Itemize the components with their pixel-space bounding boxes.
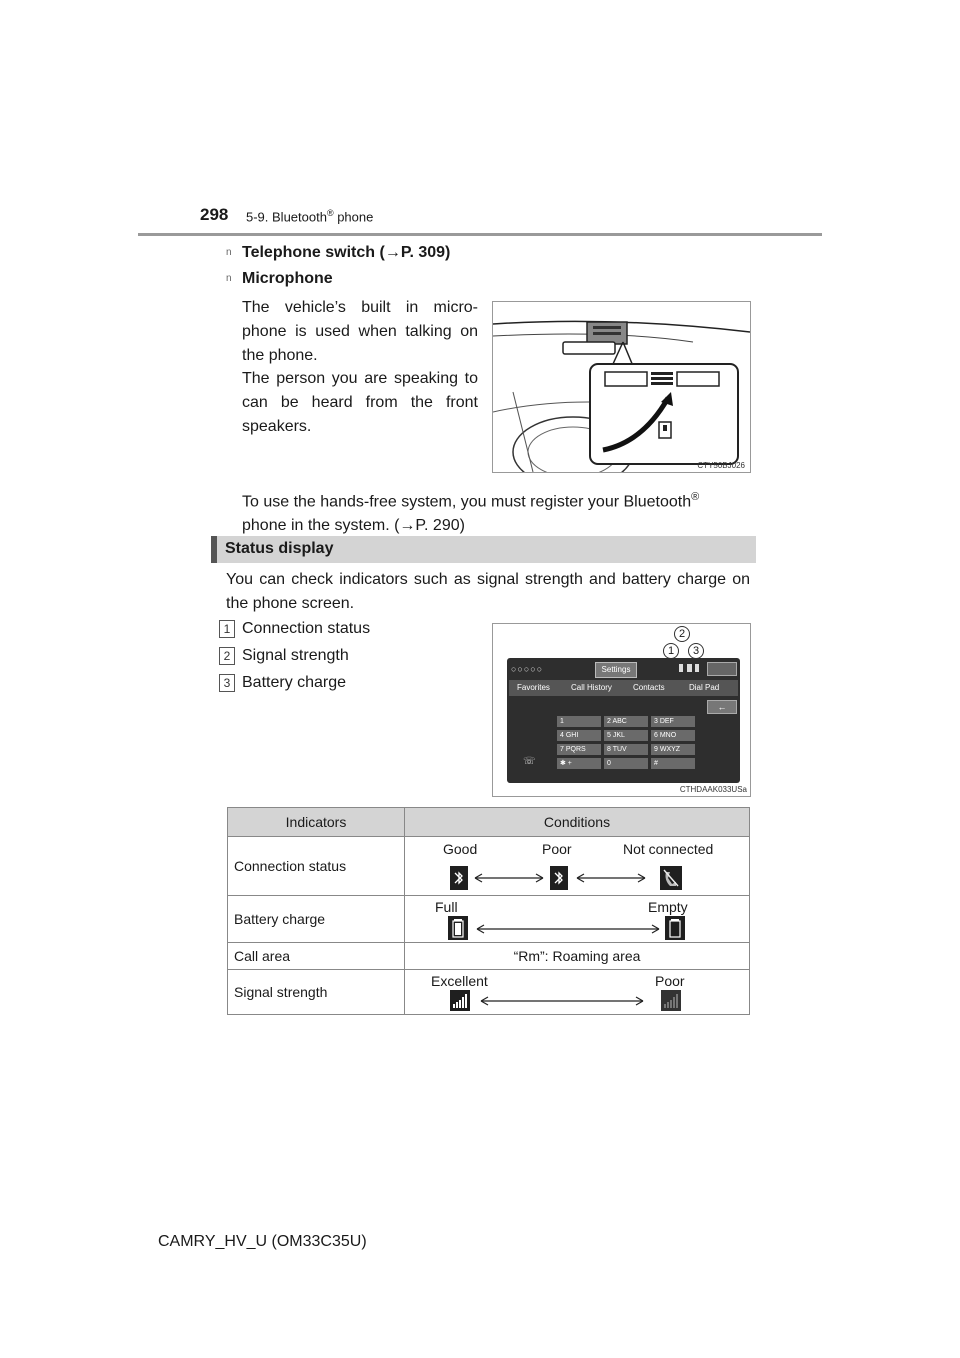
battery-full-icon — [448, 916, 468, 940]
microphone-para-2: The person you are speaking to can be heard from the front speakers. — [242, 370, 478, 435]
callout-1: 1 — [663, 643, 679, 659]
signal-poor: Poor — [655, 973, 685, 989]
battery-empty-icon — [665, 916, 685, 940]
callout-2: 2 — [674, 626, 690, 642]
phone-not-connected-icon — [660, 866, 682, 890]
signal-poor-icon — [661, 990, 681, 1011]
key-star[interactable]: ✱ + — [557, 758, 601, 769]
signal-icon — [687, 664, 692, 672]
screen-dots: ○○○○○ — [511, 664, 544, 674]
bullet-square: n — [226, 273, 232, 284]
table-row-connection — [228, 837, 750, 896]
arrow-excellent-poor — [479, 995, 645, 1007]
item-number-2: 2 — [219, 647, 235, 665]
indicators-table — [227, 807, 750, 1015]
row-label-call-area: Call area — [228, 943, 405, 970]
item-label-battery: Battery charge — [242, 674, 347, 691]
handset-icon[interactable]: ☏ — [523, 756, 536, 767]
key-1[interactable]: 1 — [557, 716, 601, 727]
row-value-call-area: “Rm”: Roaming area — [405, 943, 750, 970]
bluetooth-poor-icon — [550, 866, 568, 890]
row-label-connection: Connection status — [228, 837, 405, 896]
key-3[interactable]: 3 DEF — [651, 716, 695, 727]
row-label-signal: Signal strength — [228, 970, 405, 1015]
register-text: To use the hands-free system, you must register your Bluetooth® phone in the system. (→P. 290) — [242, 491, 700, 535]
connection-good: Good — [443, 841, 478, 857]
item-number-3: 3 — [219, 674, 235, 692]
row-label-battery: Battery charge — [228, 896, 405, 943]
footer-model-code: CAMRY_HV_U (OM33C35U) — [158, 1233, 367, 1250]
bullet-square: n — [226, 247, 232, 258]
item-number-1: 1 — [219, 620, 235, 638]
tab-contacts[interactable]: Contacts — [633, 683, 665, 692]
microphone-illustration — [492, 301, 751, 473]
section-title: 5-9. Bluetooth® phone — [246, 208, 374, 225]
connection-not-connected: Not connected — [623, 841, 714, 857]
bluetooth-good-icon — [450, 866, 468, 890]
header-conditions: Conditions — [405, 808, 750, 837]
settings-button[interactable]: Settings — [595, 662, 637, 678]
key-6[interactable]: 6 MNO — [651, 730, 695, 741]
microphone-heading: n Microphone — [226, 270, 333, 287]
nav-screen — [507, 658, 740, 783]
battery-icon — [695, 664, 699, 672]
car-interior-drawing — [493, 302, 750, 472]
item-label-signal: Signal strength — [242, 647, 349, 664]
callout-3: 3 — [688, 643, 704, 659]
row-cell-connection — [405, 837, 750, 896]
key-hash[interactable]: # — [651, 758, 695, 769]
image-code: CTY50BJ026 — [697, 461, 745, 470]
table-row-call-area — [228, 943, 750, 970]
key-2[interactable]: 2 ABC — [604, 716, 648, 727]
table-row-battery — [228, 896, 750, 943]
header-rule — [138, 233, 822, 236]
page-number: 298 — [200, 205, 229, 224]
backspace-button[interactable]: ← — [707, 700, 737, 714]
item-label-connection: Connection status — [242, 620, 371, 637]
arrow-good-poor — [473, 872, 545, 884]
signal-excellent-icon — [450, 990, 470, 1011]
tab-call-history[interactable]: Call History — [571, 683, 612, 692]
header-indicators: Indicators — [228, 808, 405, 837]
status-display-heading: Status display — [211, 536, 756, 563]
signal-excellent: Excellent — [431, 973, 488, 989]
battery-full: Full — [435, 899, 458, 915]
key-9[interactable]: 9 WXYZ — [651, 744, 695, 755]
table-header-row — [228, 808, 750, 837]
tab-favorites[interactable]: Favorites — [517, 683, 550, 692]
table-row-signal — [228, 970, 750, 1015]
phone-screen-illustration — [492, 623, 751, 797]
connection-icon — [679, 664, 683, 672]
row-cell-signal — [405, 970, 750, 1015]
tab-bar — [509, 680, 738, 696]
key-4[interactable]: 4 GHI — [557, 730, 601, 741]
status-intro: You can check indicators such as signal strength and battery charge on the phone screen. — [226, 571, 750, 612]
battery-empty: Empty — [648, 899, 688, 915]
row-cell-battery — [405, 896, 750, 943]
image-code: CTHDAAK033USa — [679, 785, 747, 794]
envelope-icon[interactable] — [707, 662, 737, 676]
dial-keypad — [557, 716, 697, 769]
telephone-switch-heading: n Telephone switch (→P. 309) — [226, 244, 451, 261]
arrow-full-empty — [475, 923, 661, 935]
tab-dial-pad[interactable]: Dial Pad — [689, 683, 720, 692]
connection-poor: Poor — [542, 841, 572, 857]
arrow-poor-notconnected — [575, 872, 647, 884]
key-0[interactable]: 0 — [604, 758, 648, 769]
key-5[interactable]: 5 JKL — [604, 730, 648, 741]
key-8[interactable]: 8 TUV — [604, 744, 648, 755]
microphone-para-1: The vehicle’s built in micro-phone is used when talking on the phone. — [242, 299, 478, 364]
key-7[interactable]: 7 PQRS — [557, 744, 601, 755]
